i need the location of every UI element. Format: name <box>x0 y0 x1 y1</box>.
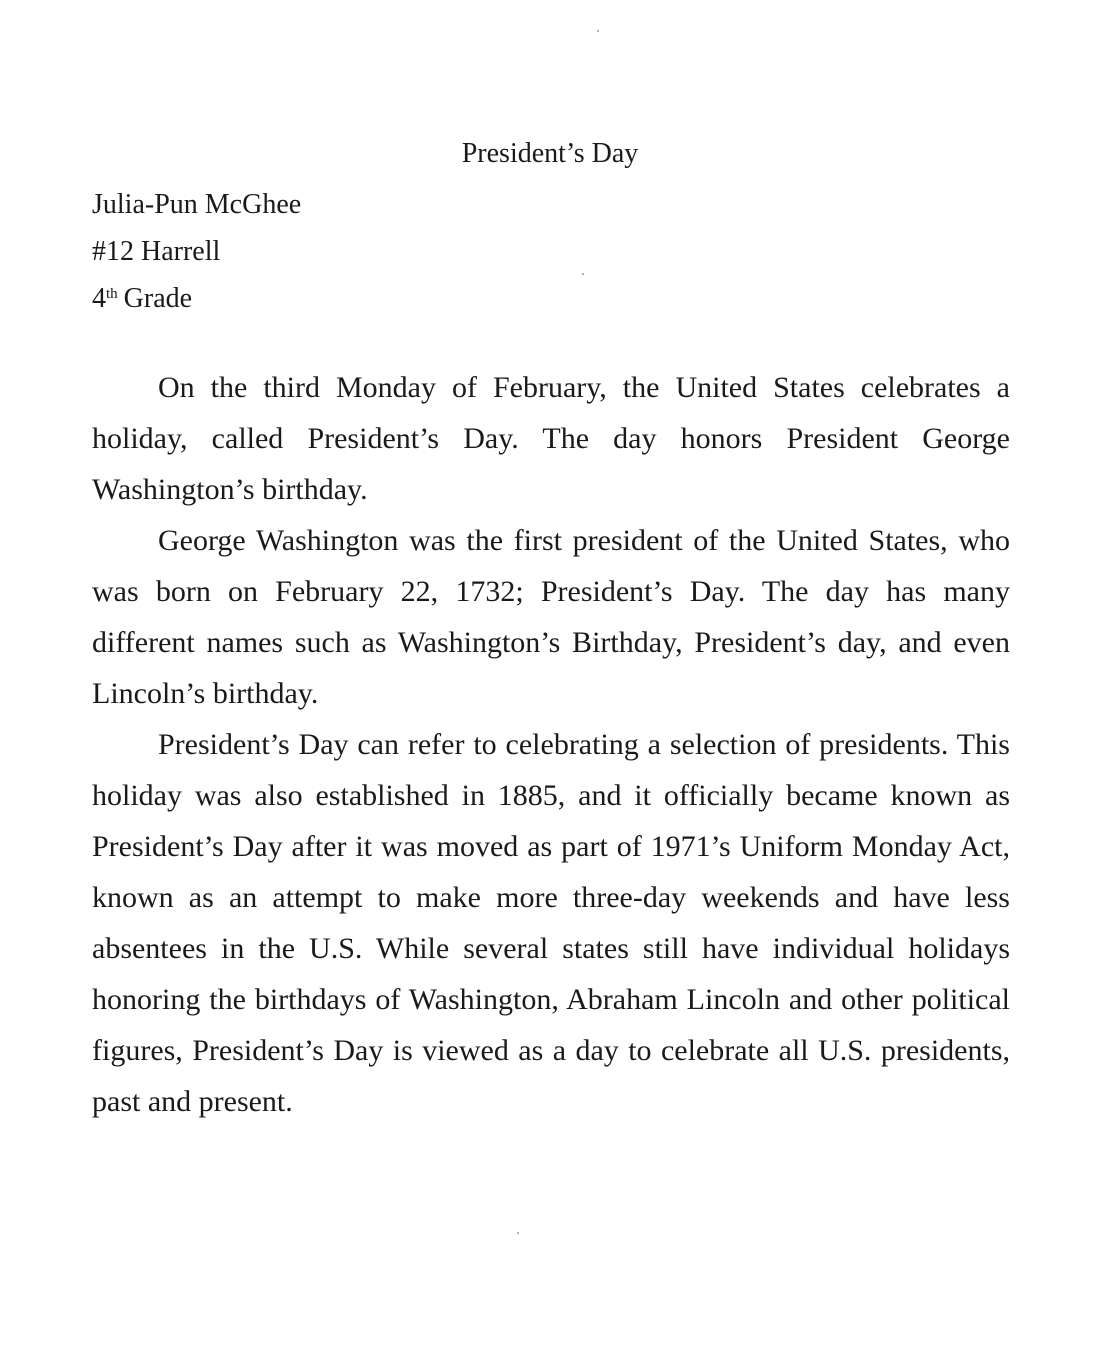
paragraph-3: President’s Day can refer to celebrating a selection of presidents. This holiday was also established in 1885, and it officially became known as President’s Day after it was moved as part of 1971’s Uniform Monday Act, known as an attempt to make more three-day weekends and have less absentees in the U.S. While several states still have individual holidays honoring the birthdays of Washington, Abraham Lincoln and other political figures, President’s Day is viewed as a day to celebrate all U.S. presidents, past and present. <box>92 728 1010 1118</box>
grade-suffix: th <box>106 286 118 302</box>
paragraph-1: On the third Monday of February, the United States celebrates a holiday, called President’s Day. The day honors President George Washington’s birthday. <box>92 371 1010 506</box>
student-info-block <box>92 181 301 322</box>
grade-number: 4 <box>92 283 106 314</box>
scan-speck <box>517 1232 519 1234</box>
student-name: Julia-Pun McGhee <box>92 189 302 220</box>
scan-speck <box>582 273 584 275</box>
paragraph-2: George Washington was the first president of the United States, who was born on February 22, 1732; President’s Day. The day has many different names such as Washington’s Birthday, President’s day, and even Lincoln’s birthday. <box>92 524 1010 710</box>
document-title: President’s Day <box>461 138 639 169</box>
class-line: #12 Harrell <box>92 236 221 267</box>
grade-word: Grade <box>123 283 193 314</box>
essay-body <box>92 362 1010 1127</box>
grade-line <box>92 275 301 322</box>
scan-speck <box>597 30 599 32</box>
